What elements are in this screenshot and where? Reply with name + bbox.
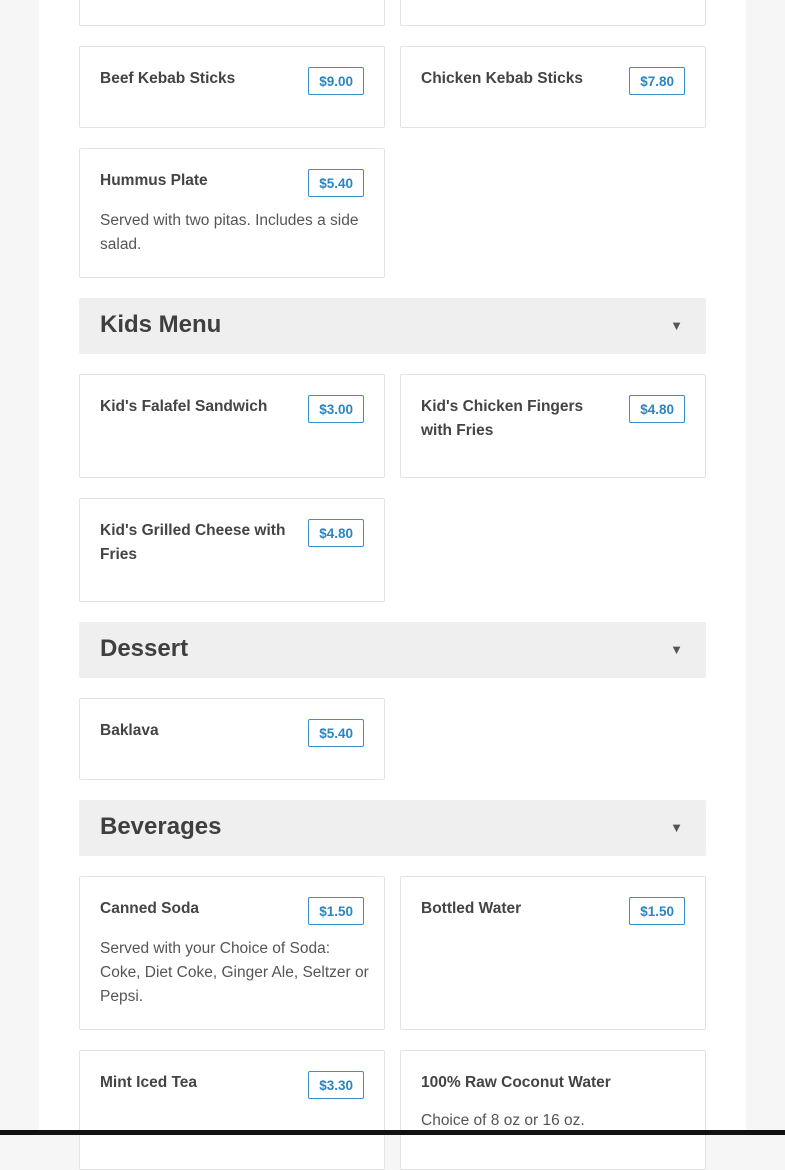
item-name: Kid's Falafel Sandwich [100, 398, 268, 415]
price-button[interactable]: $5.40 [308, 169, 364, 197]
price-button[interactable]: $4.80 [308, 519, 364, 547]
menu-item-bottled-water[interactable] [400, 876, 706, 1030]
menu-item-card[interactable] [79, 0, 385, 26]
price-button[interactable]: $5.40 [308, 719, 364, 747]
item-name: Chicken Kebab Sticks [421, 70, 583, 87]
item-name: Bottled Water [421, 900, 522, 917]
item-name: 100% Raw Coconut Water [421, 1074, 611, 1091]
section-title: Kids Menu [100, 311, 222, 338]
price-button[interactable]: $1.50 [629, 897, 685, 925]
chevron-down-icon[interactable]: ▼ [670, 318, 683, 333]
item-name: Canned Soda [100, 900, 200, 917]
section-title: Dessert [100, 635, 189, 662]
menu-item-baklava[interactable] [79, 698, 385, 780]
price-button[interactable]: $3.00 [308, 395, 364, 423]
price-button[interactable]: $3.30 [308, 1071, 364, 1099]
item-name: Kid's Chicken Fingers with Fries [421, 398, 584, 439]
menu-item-beef-kebab[interactable] [79, 46, 385, 128]
section-header-kids-menu[interactable] [79, 298, 706, 354]
item-description: Served with your Choice of Soda: Coke, Diet Coke, Ginger Ale, Seltzer or Pepsi. [100, 940, 369, 1005]
item-name: Baklava [100, 722, 159, 739]
item-name: Mint Iced Tea [100, 1074, 198, 1091]
item-description: Choice of 8 oz or 16 oz. [421, 1112, 585, 1129]
section-header-dessert[interactable] [79, 622, 706, 678]
menu-item-card[interactable] [400, 0, 706, 26]
price-button[interactable]: $7.80 [629, 67, 685, 95]
menu-item-kids-chicken-fingers[interactable] [400, 374, 706, 478]
menu-item-canned-soda[interactable] [79, 876, 385, 1030]
chevron-down-icon[interactable]: ▼ [670, 820, 683, 835]
item-name: Beef Kebab Sticks [100, 70, 236, 87]
section-title: Beverages [100, 813, 222, 840]
item-name: Hummus Plate [100, 172, 208, 189]
price-button[interactable]: $9.00 [308, 67, 364, 95]
item-name: Kid's Grilled Cheese with Fries [100, 522, 286, 563]
price-button[interactable]: $1.50 [308, 897, 364, 925]
menu-item-hummus-plate[interactable] [79, 148, 385, 278]
menu-item-mint-iced-tea[interactable] [79, 1050, 385, 1170]
chevron-down-icon[interactable]: ▼ [670, 642, 683, 657]
menu-item-kids-falafel[interactable] [79, 374, 385, 478]
bottom-bar [0, 1130, 785, 1135]
menu-item-chicken-kebab[interactable] [400, 46, 706, 128]
menu-item-kids-grilled-cheese[interactable] [79, 498, 385, 602]
item-description: Served with two pitas. Includes a side salad. [100, 212, 359, 253]
section-header-beverages[interactable] [79, 800, 706, 856]
menu-item-coconut-water[interactable] [400, 1050, 706, 1170]
price-button[interactable]: $4.80 [629, 395, 685, 423]
